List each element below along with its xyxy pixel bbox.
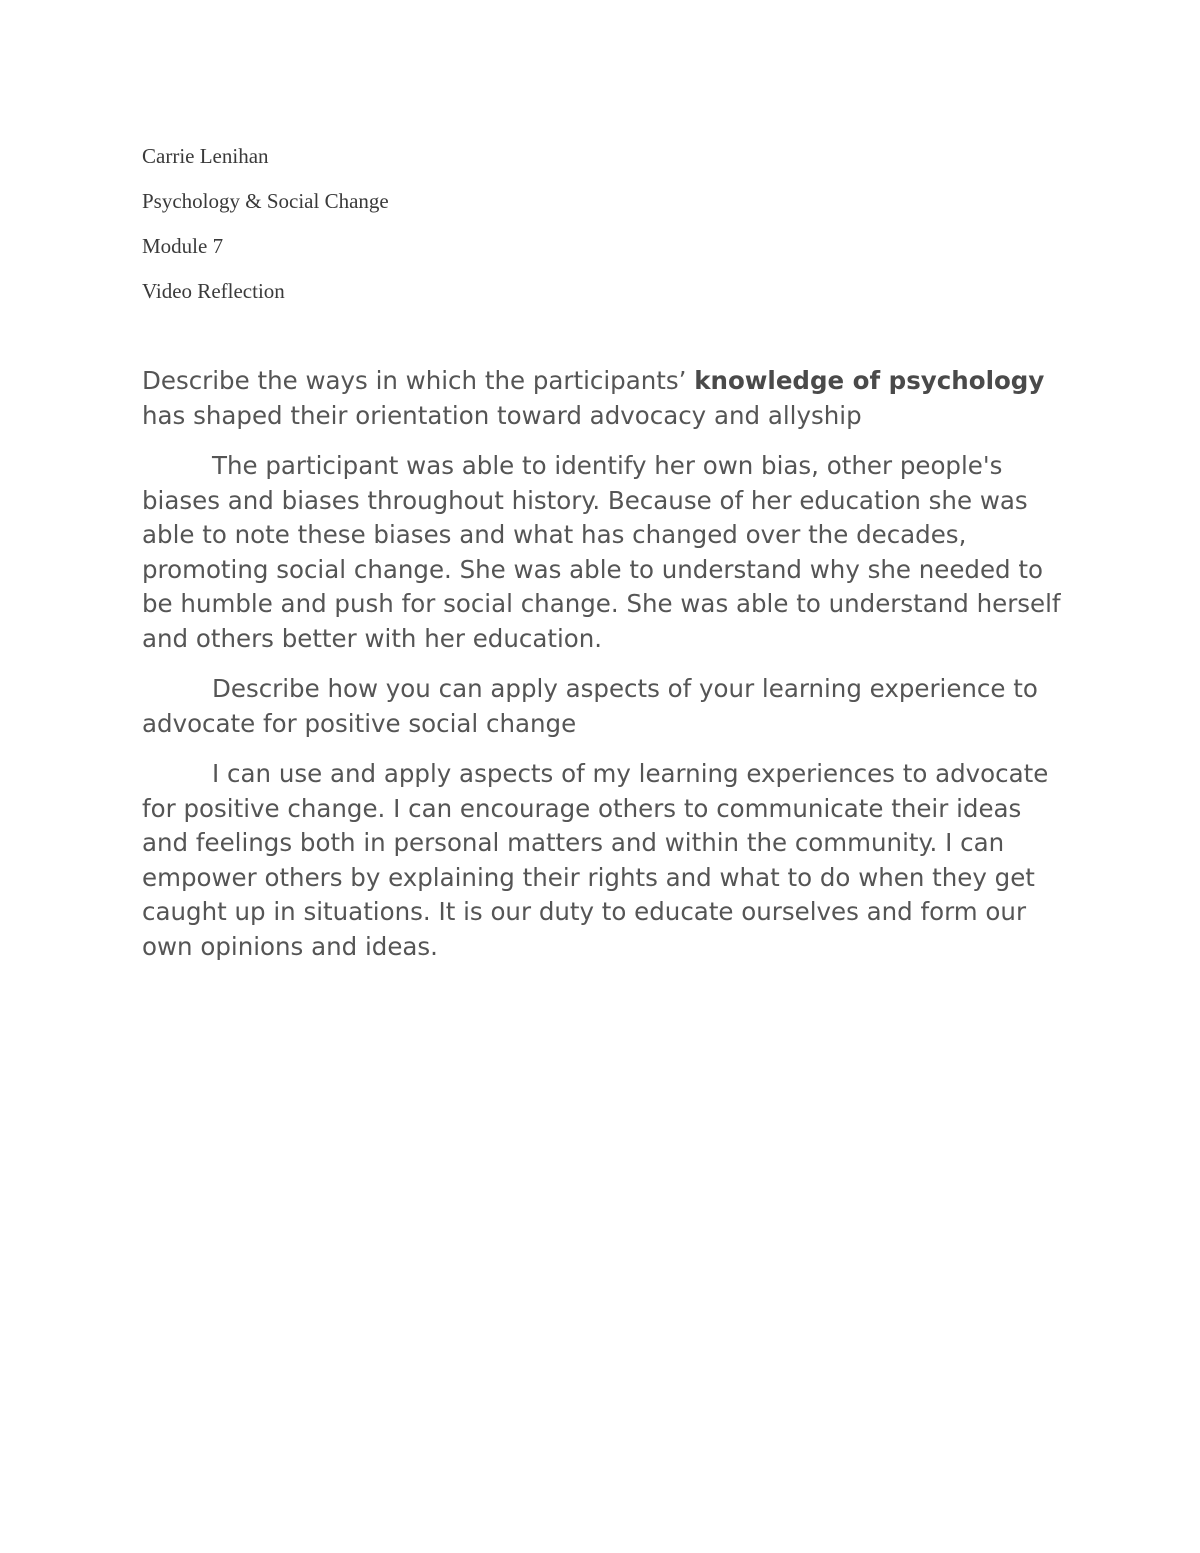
prompt-1 [142,364,1062,433]
answer-2: I can use and apply aspects of my learning experiences to advocate for positive change. I can encourage others to communicate their ideas and feelings both in personal matters and within the community. I can empower others by explaining their rights and what to do when they get caught up in situations. It is our duty to educate ourselves and form our own opinions and ideas. [142,759,1049,961]
assignment-title: Video Reflection [142,279,285,303]
document-header [142,142,1042,322]
document-body [142,364,1062,980]
prompt-1-bold-text: knowledge of psychology [694,366,1045,395]
prompt-1-text-after: has shaped their orientation toward advocacy and allyship [142,400,862,430]
prompt-2: Describe how you can apply aspects of your learning experience to advocate for positive social change [142,674,1038,738]
author-name: Carrie Lenihan [142,144,269,168]
course-title: Psychology & Social Change [142,189,389,213]
module-label: Module 7 [142,234,224,258]
answer-1: The participant was able to identify her own bias, other people's biases and biases throughout history. Because of her education she was able to note these biases and what has changed over the decades, promoting social change. She was able to understand why she needed to be humble and push for social change. She was able to understand herself and others better with her education. [142,451,1061,653]
prompt-1-text-before: Describe the ways in which the participants’ [142,366,695,395]
